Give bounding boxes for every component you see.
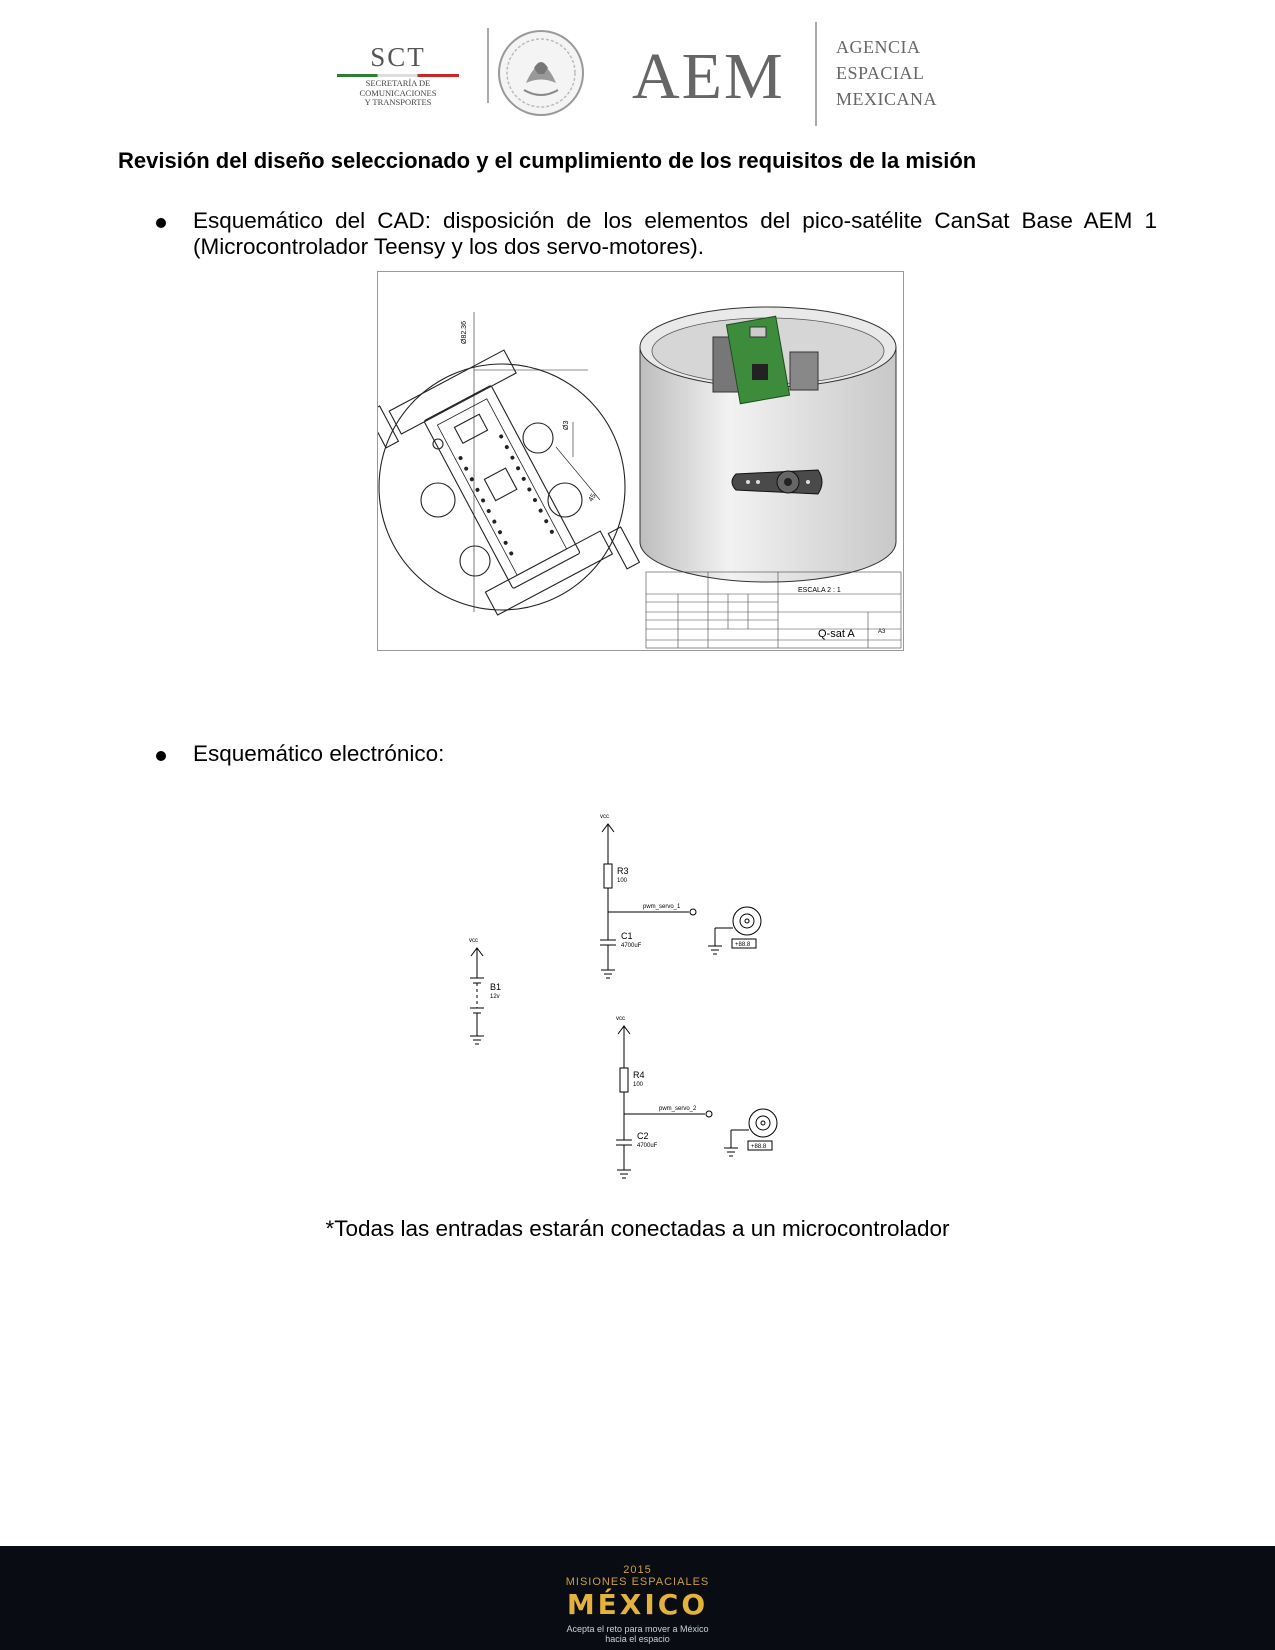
sct-flag-bar xyxy=(337,74,459,77)
section-title: Revisión del diseño seleccionado y el cumplimiento de los requisitos de la misión xyxy=(118,148,977,173)
sct-abbr: SCT xyxy=(370,42,426,72)
b1-value: 12v xyxy=(490,994,500,1000)
bullet-dot xyxy=(156,218,166,228)
cad-dim-diameter: Ø82.36 xyxy=(461,321,468,344)
c2-name: C2 xyxy=(637,1131,649,1141)
cad-scale: ESCALA 2 : 1 xyxy=(798,587,841,594)
footnote: *Todas las entradas estarán conectadas a un microcontrolador xyxy=(325,1216,950,1241)
r4-name: R4 xyxy=(633,1070,645,1080)
cad-drawing xyxy=(377,271,904,651)
sct-line1: SECRETARÍA DE xyxy=(365,78,431,88)
aem-line3: MEXICANA xyxy=(836,89,937,109)
c1-value: 4700uF xyxy=(621,943,642,949)
pwm-servo-1-label: pwm_servo_1 xyxy=(643,904,681,910)
cad-top-view xyxy=(377,312,639,642)
servo-1-readout: +88.8 xyxy=(735,942,751,948)
aem-line1: AGENCIA xyxy=(836,37,921,57)
cad-part-name: Q-sat A xyxy=(818,628,855,640)
aem-divider xyxy=(815,22,817,126)
footer-banner xyxy=(0,1546,1275,1650)
cad-dim-hole: Ø3 xyxy=(563,420,570,430)
pwm-servo-2-label: pwm_servo_2 xyxy=(659,1106,697,1112)
b1-name: B1 xyxy=(490,982,502,992)
vcc-label-b1: vcc xyxy=(469,938,478,944)
r4-value: 100 xyxy=(633,1082,644,1088)
cad-title-block xyxy=(646,572,901,648)
c2-value: 4700uF xyxy=(637,1143,658,1149)
aem-fullname xyxy=(836,34,937,112)
cad-dim-angle: 45 xyxy=(587,492,598,503)
servo-2-readout: +88.8 xyxy=(751,1144,767,1150)
footer-mexico-logo: MÉXICO xyxy=(566,1588,709,1621)
cad-sheet-size: A3 xyxy=(878,629,886,635)
sct-line3: Y TRANSPORTES xyxy=(364,97,432,107)
mexico-seal-icon xyxy=(496,28,586,118)
aem-line2: ESPACIAL xyxy=(836,63,925,83)
vcc-label-2: vcc xyxy=(616,1016,625,1022)
r3-name: R3 xyxy=(617,866,629,876)
sct-logo xyxy=(333,42,463,114)
c1-name: C1 xyxy=(621,931,633,941)
footer-tagline-2: hacia el espacio xyxy=(605,1634,670,1644)
header-divider xyxy=(487,28,489,103)
r3-value: 100 xyxy=(617,878,628,884)
sct-line2: COMUNICACIONES xyxy=(359,87,437,98)
electronic-schematic xyxy=(440,808,800,1188)
aem-abbr: AEM xyxy=(632,40,785,113)
footer-misiones: MISIONES ESPACIALES xyxy=(565,1576,710,1588)
bullet-electronic-text: Esquemático electrónico: xyxy=(193,741,445,766)
footer-year: 2015 xyxy=(623,1564,652,1576)
vcc-label-1: vcc xyxy=(600,814,609,820)
bullet-cad-text: Esquemático del CAD: disposición de los elementos del pico-satélite CanSat Base AEM 1 (Microcontrolador Teensy y los dos servo-motores). xyxy=(193,208,1157,259)
bullet-dot xyxy=(156,751,166,761)
footer-tagline-1: Acepta el reto para mover a México xyxy=(566,1624,709,1634)
footer-tagline xyxy=(0,1624,1275,1644)
cad-iso-view xyxy=(640,307,896,582)
